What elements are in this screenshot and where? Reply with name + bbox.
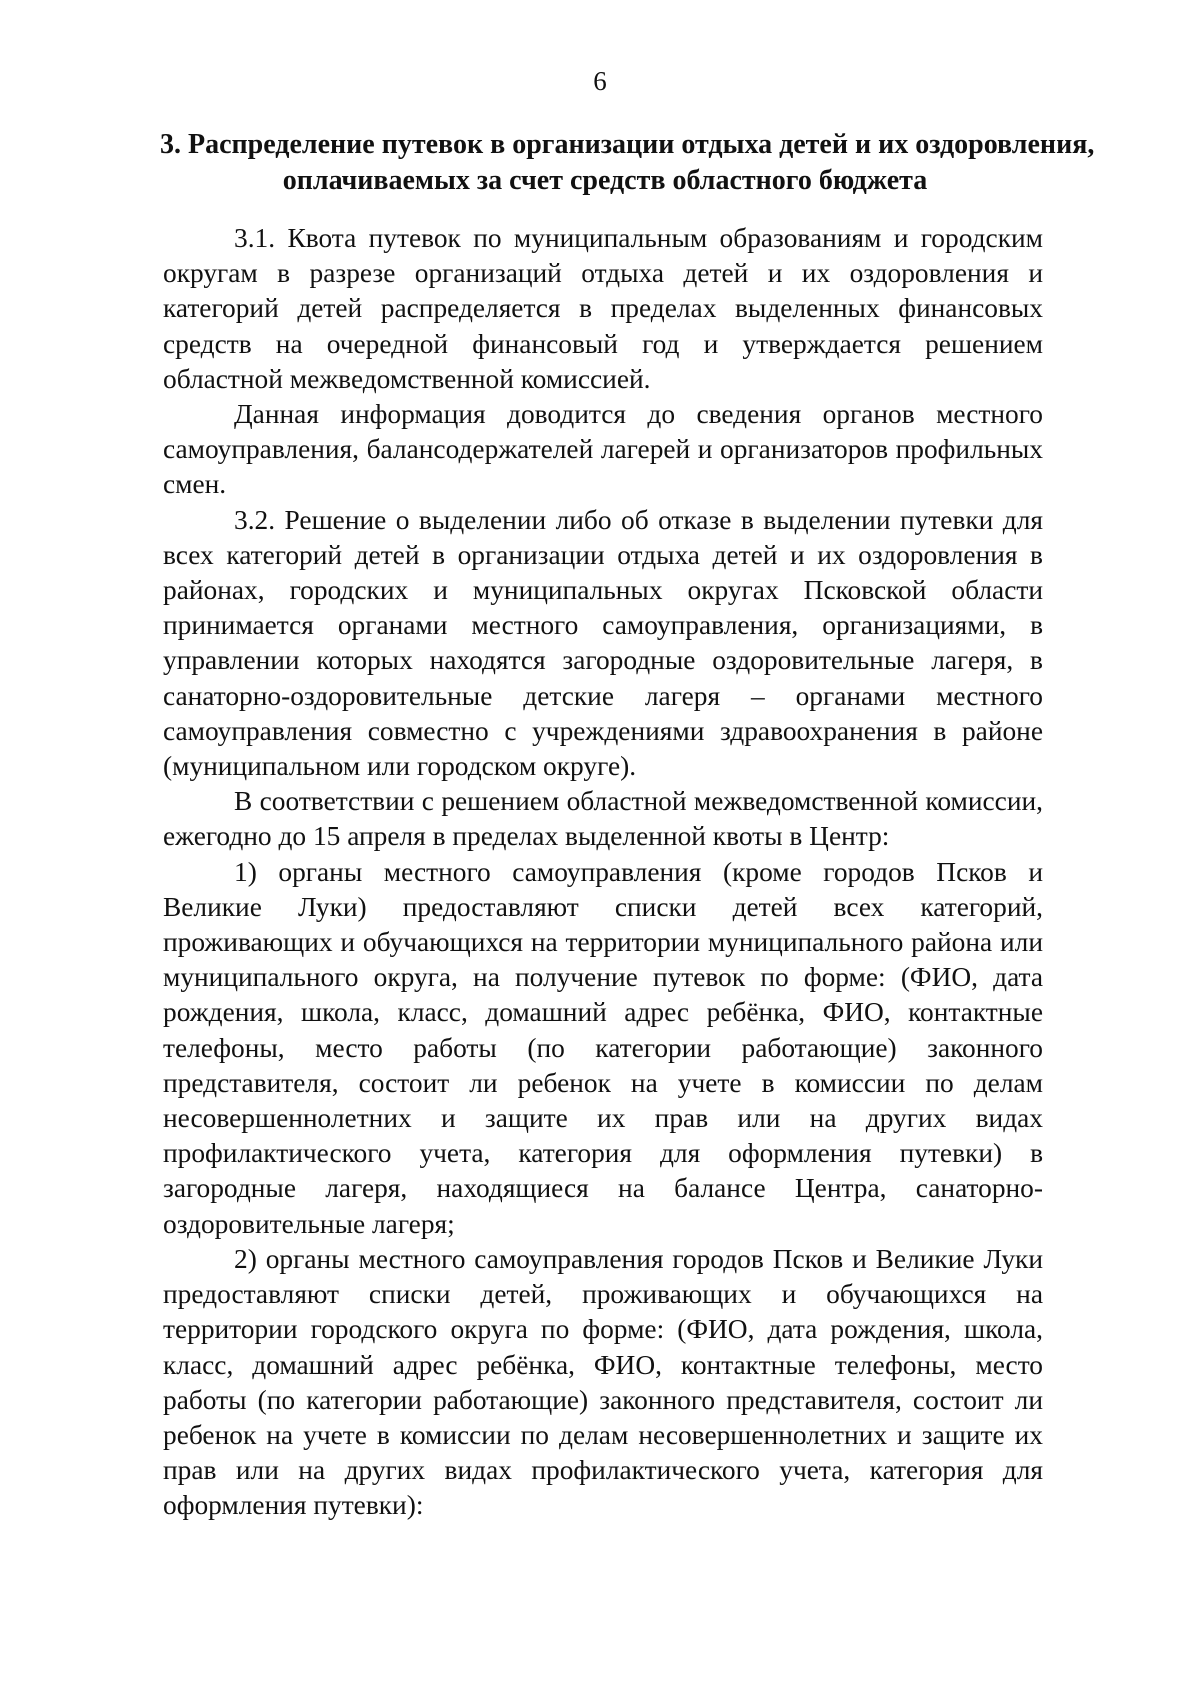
section-title-line-1: 3. Распределение путевок в организации отдыха детей и их оздоровления,: [160, 129, 1095, 160]
page-number: 6: [593, 66, 607, 96]
section-title-line-2: оплачиваемых за счет средств областного бюджета: [282, 165, 928, 196]
paragraph-information: Данная информация доводится до сведения органов местного самоуправления, балансодержателей лагерей и организаторов профильных смен.: [163, 399, 1043, 500]
body-text: [163, 221, 1043, 1524]
paragraph-commission-decision: В соответствии с решением областной межведомственной комиссии, ежегодно до 15 апреля в пределах выделенной квоты в Центр:: [163, 786, 1043, 852]
paragraph-3-1: 3.1. Квота путевок по муниципальным образованиям и городским округам в разрезе организаций отдыха детей и их оздоровления и категорий детей распределяется в пределах выделенных финансовых средств на очередной финансовый год и утверждается решением областной межведомственной комиссией.: [163, 223, 1043, 394]
list-item-2: 2) органы местного самоуправления городов Псков и Великие Луки предоставляют списки детей, проживающих и обучающихся на территории городского округа по форме: (ФИО, дата рождения, школа, класс, домашний адрес ребёнка, ФИО, контактные телефоны, место работы (по категории работающие) законного представителя, состоит ли ребенок на учете в комиссии по делам несовершеннолетних и защите их прав или на других видах профилактического учета, категория для оформления путевки):: [163, 1243, 1043, 1521]
paragraph-3-2: 3.2. Решение о выделении либо об отказе в выделении путевки для всех категорий детей в организации отдыха детей и их оздоровления в районах, городских и муниципальных округах Псковской области принимается органами местного самоуправления, организациями, в управлении которых находятся загородные оздоровительные лагеря, в санаторно-оздоровительные детские лагеря – органами местного самоуправления совместно с учреждениями здравоохранения в районе (муниципальном или городском округе).: [163, 504, 1043, 782]
section-title: [160, 127, 1095, 199]
list-item-1: 1) органы местного самоуправления (кроме городов Псков и Великие Луки) предоставляют списки детей всех категорий, проживающих и обучающихся на территории муниципального района или муниципального округа, на получение путевок по форме: (ФИО, дата рождения, школа, класс, домашний адрес ребёнка, ФИО, контактные телефоны, место работы (по категории работающие) законного представителя, состоит ли ребенок на учете в комиссии по делам несовершеннолетних и защите их прав или на других видах профилактического учета, категория для оформления путевки) в загородные лагеря, находящиеся на балансе Центра, санаторно-оздоровительные лагеря;: [163, 856, 1043, 1239]
